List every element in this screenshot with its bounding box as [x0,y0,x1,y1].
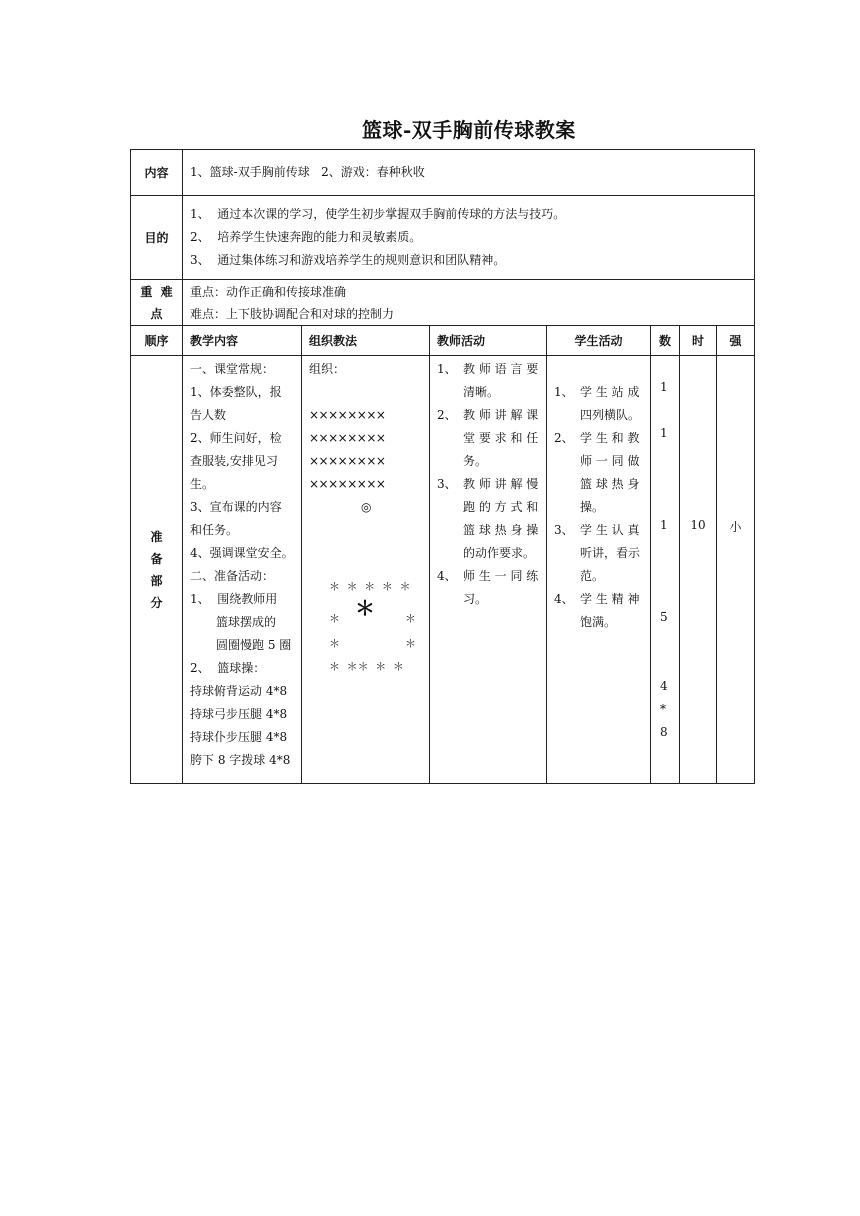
key-point: 重点：动作正确和传接球准确 [190,284,347,299]
item-number: 2、 [554,431,574,445]
item-line: 跑 的 方 式 和 [463,500,539,514]
item-line: 篮 球 热 身 [580,477,640,491]
item-line: 堂 要 求 和 任 [463,431,539,445]
count-value: 1 [660,518,668,532]
teacher-activity-item [437,565,540,611]
item-line: 教 师 语 言 要 [463,362,539,376]
section-label-char: 部 [150,573,163,588]
item-line: 师 一 同 做 [580,454,640,468]
item-line: 师 生 一 同 练 [463,569,539,583]
header-intensity: 强 [717,326,755,356]
teaching-line: 生。 [190,477,215,491]
formation-row: ×××××××× [309,454,386,468]
item-number: 2、 [437,408,457,422]
item-number: 1、 [554,385,574,399]
formation-row: ×××××××× [309,431,386,445]
organization-cell [302,356,430,784]
item-number: 1、 [437,362,457,376]
student-activity-item [554,381,650,427]
teacher-activity-cell [430,356,547,784]
time-cell [680,356,717,784]
item-number: 3、 [554,523,574,537]
teaching-line: 2、 篮球操： [190,661,266,675]
item-line: 学 生 认 真 [580,523,640,537]
goal-item: 2、 培养学生快速奔跑的能力和灵敏素质。 [190,230,422,244]
item-line: 教 师 讲 解 课 [463,408,539,422]
count-cell [651,356,680,784]
header-row [131,326,755,356]
difficulty-point: 难点：上下肢协调配合和对球的控制力 [190,306,395,321]
goals-label: 目的 [131,196,183,280]
count-value: 5 [660,610,668,624]
preparation-section-row [131,356,755,784]
spacer [309,381,429,404]
circle-left-mark: ＊ [329,637,340,650]
teaching-line: 和任务。 [190,523,239,537]
header-time: 时 [680,326,717,356]
count-value: 8 [660,725,668,739]
student-activity-item [554,519,650,588]
item-line: 学 生 和 教 [580,431,640,445]
intensity-value: 小 [729,520,742,534]
circle-right-mark: ＊ [405,612,416,625]
teaching-line: 2、师生问好，检 [190,431,282,445]
teaching-line: 持球仆步压腿 4*8 [190,730,288,744]
key-points-row [131,280,755,326]
item-line: 四列横队。 [580,408,641,422]
teaching-line: 3、宣布课的内容 [190,500,282,514]
goals-list [183,196,755,280]
teaching-content-cell [183,356,302,784]
teaching-line: 持球弓步压腿 4*8 [190,707,288,721]
document-title: 篮球-双手胸前传球教案 [362,118,576,142]
lesson-plan-table [130,149,755,784]
teacher-activity-item [437,404,540,473]
item-line: 教 师 讲 解 慢 [463,477,539,491]
item-line: 清晰。 [463,385,500,399]
header-count: 数 [651,326,680,356]
teaching-line: 查服装,安排见习 [190,454,278,468]
teaching-line: 二、准备活动： [190,569,275,583]
count-value: 4 [660,679,668,693]
teaching-line: 1、 围绕教师用 [190,592,278,606]
count-value: 1 [660,380,668,394]
circle-left-mark: ＊ [329,612,340,625]
organization-label: 组织： [309,362,346,376]
item-line: 饱满。 [580,615,617,629]
header-organization: 组织教法 [302,326,430,356]
formation-row: ×××××××× [309,477,386,491]
teaching-line: 圆圈慢跑 5 圈 [216,638,292,652]
time-value: 10 [690,518,706,532]
count-value: * [660,702,666,716]
circle-bottom-row: ＊ ＊＊ ＊ ＊ [329,660,404,673]
teacher-activity-item [437,473,540,565]
section-label-char: 准 [150,529,163,544]
item-line: 习。 [463,592,488,606]
teacher-position-mark: ◎ [361,500,372,514]
intensity-cell [717,356,755,784]
teaching-line: 1、体委整队，报 [190,385,282,399]
content-row [131,150,755,196]
student-activity-item [554,588,650,634]
header-student-activity: 学生活动 [547,326,651,356]
section-label-char: 分 [150,595,163,610]
key-points-label-line: 重 难 [140,284,173,299]
teaching-line: 告人数 [190,408,227,422]
center-mark: ＊ [355,596,375,620]
spacer [309,519,429,577]
goals-row [131,196,755,280]
item-line: 篮 球 热 身 操 [463,523,539,537]
teaching-line: 4、强调课堂安全。 [190,546,294,560]
teaching-line: 一、课堂常规： [190,362,275,376]
item-number: 4、 [554,592,574,606]
circle-right-mark: ＊ [405,637,416,650]
item-line: 学 生 站 成 [580,385,640,399]
item-line: 学 生 精 神 [580,592,640,606]
formation-row: ×××××××× [309,408,386,422]
teacher-activity-item [437,358,540,404]
section-label [131,356,183,784]
item-line: 范。 [580,569,605,583]
goal-item: 1、 通过本次课的学习，使学生初步掌握双手胸前传球的方法与技巧。 [190,207,566,221]
header-teacher-activity: 教师活动 [430,326,547,356]
header-teaching-content: 教学内容 [183,326,302,356]
teaching-line: 胯下 8 字拨球 4*8 [190,753,291,767]
student-activity-item [554,427,650,519]
item-line: 的动作要求。 [463,546,536,560]
item-number: 4、 [437,569,457,583]
item-line: 操。 [580,500,605,514]
content-label: 内容 [131,150,183,196]
circle-top-row: ＊ ＊ ＊ ＊ ＊ [329,580,411,593]
key-points-label [131,280,183,326]
item-number: 3、 [437,477,457,491]
header-order: 顺序 [131,326,183,356]
section-label-char: 备 [150,551,163,566]
circle-formation [329,577,429,677]
key-points-text [183,280,755,326]
student-activity-cell [547,356,651,784]
content-text: 1、篮球-双手胸前传球 2、游戏：春种秋收 [183,150,755,196]
teaching-line: 持球俯背运动 4*8 [190,684,288,698]
item-line: 听讲，看示 [580,546,641,560]
key-points-label-line: 点 [150,306,163,321]
item-line: 务。 [463,454,488,468]
goal-item: 3、 通过集体练习和游戏培养学生的规则意识和团队精神。 [190,253,506,267]
count-value: 1 [660,426,668,440]
teaching-line: 篮球摆成的 [216,615,277,629]
